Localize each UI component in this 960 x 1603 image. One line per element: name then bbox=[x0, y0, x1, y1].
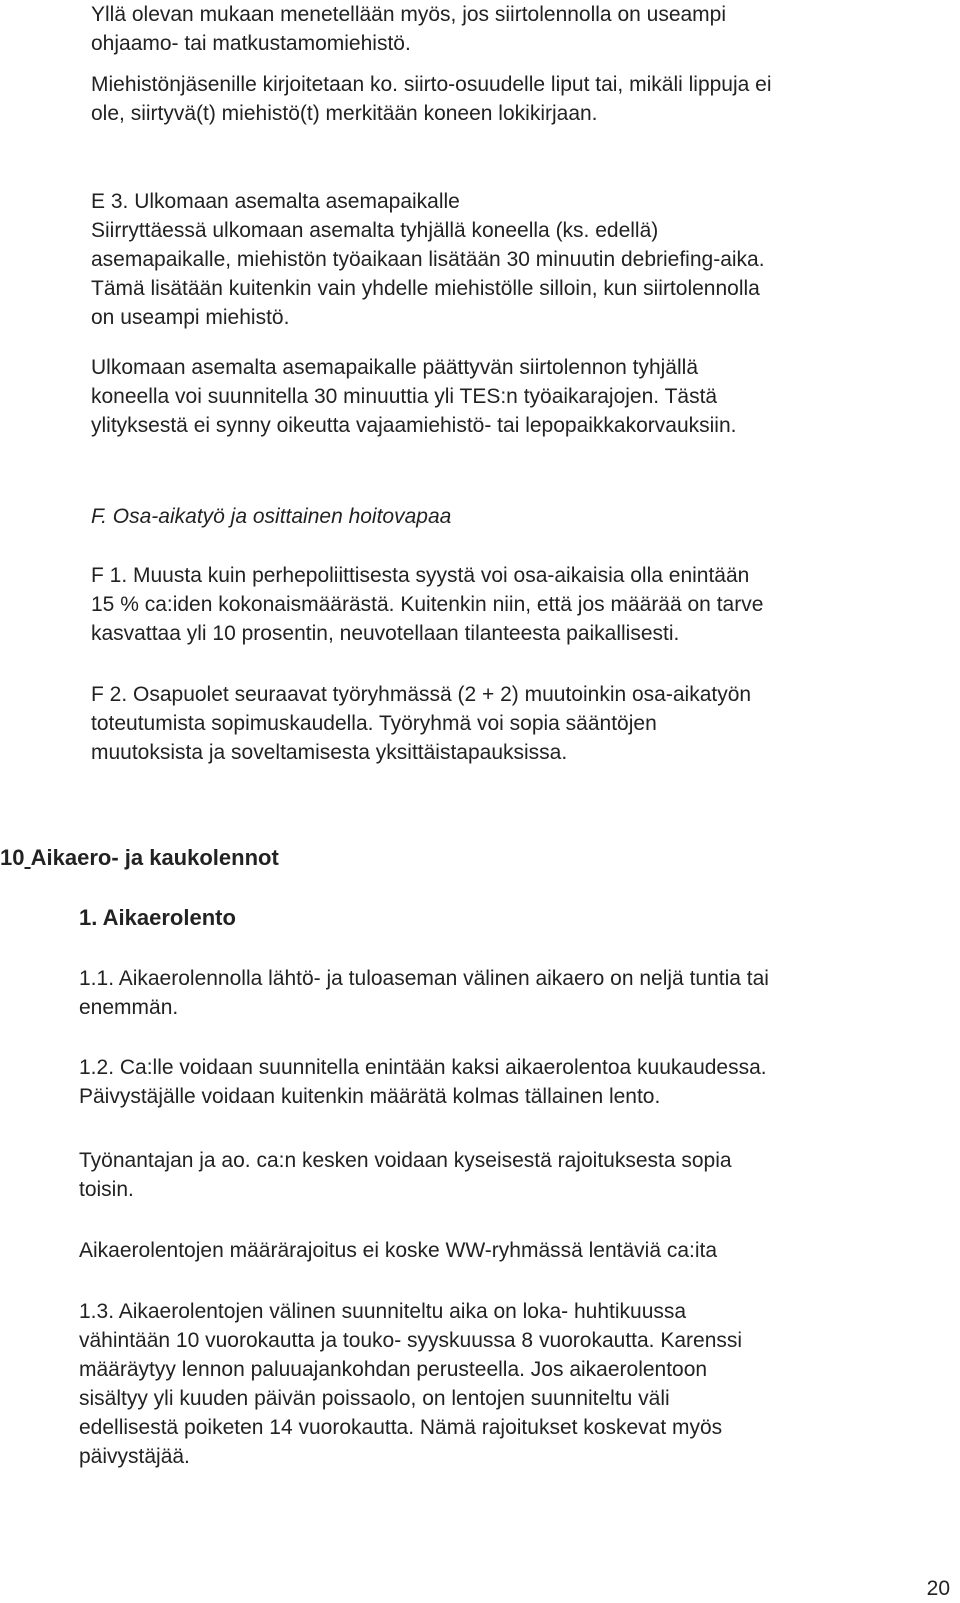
text-line: toisin. bbox=[79, 1178, 134, 1201]
paragraph-f1 bbox=[91, 561, 763, 648]
text-line: F 2. Osapuolet seuraavat työryhmässä (2 + 2) muutoinkin osa-aikatyön bbox=[91, 683, 752, 706]
text-line: muutoksista ja soveltamisesta yksittäistapauksissa. bbox=[91, 741, 568, 764]
text-line: Päivystäjälle voidaan kuitenkin määrätä kolmas tällainen lento. bbox=[79, 1085, 661, 1108]
text-line: ylityksestä ei synny oikeutta vajaamiehistö- tai lepopaikkakorvauksiin. bbox=[91, 414, 737, 437]
text-line: 1.3. Aikaerolentojen välinen suunniteltu aika on loka- huhtikuussa bbox=[79, 1300, 687, 1323]
subheading: 1. Aikaerolento bbox=[79, 905, 236, 930]
text-line: Miehistönjäsenille kirjoitetaan ko. siirto-osuudelle liput tai, mikäli lippuja ei bbox=[91, 73, 772, 96]
text-line: enemmän. bbox=[79, 996, 179, 1019]
paragraph-1-1 bbox=[79, 964, 769, 1022]
paragraph-f2 bbox=[91, 680, 751, 767]
text-line: F 1. Muusta kuin perhepoliittisesta syystä voi osa-aikaisia olla enintään bbox=[91, 564, 750, 587]
text-line: 1.1. Aikaerolennolla lähtö- ja tuloaseman välinen aikaero on neljä tuntia tai bbox=[79, 967, 769, 990]
text-line: Aikaerolentojen määrärajoitus ei koske WW-ryhmässä lentäviä ca:ita bbox=[79, 1239, 718, 1262]
heading-text: Aikaero- ja kaukolennot bbox=[30, 845, 279, 870]
section-heading: F. Osa-aikatyö ja osittainen hoitovapaa bbox=[91, 505, 452, 528]
text-line: vähintään 10 vuorokautta ja touko- syyskuussa 8 vuorokautta. Karenssi bbox=[79, 1329, 743, 1352]
paragraph-e3-b bbox=[91, 353, 736, 440]
text-line: ole, siirtyvä(t) miehistö(t) merkitään koneen lokikirjaan. bbox=[91, 102, 598, 125]
text-line: Työnantajan ja ao. ca:n kesken voidaan kyseisestä rajoituksesta sopia bbox=[79, 1149, 732, 1172]
page-number: 20 bbox=[926, 1577, 950, 1600]
paragraph-1-3 bbox=[79, 1297, 742, 1471]
text-line: Yllä olevan mukaan menetellään myös, jos siirtolennolla on useampi bbox=[91, 3, 727, 26]
text-line: määräytyy lennon paluuajankohdan perusteella. Jos aikaerolentoon bbox=[79, 1358, 708, 1381]
text-line: edellisestä poiketen 14 vuorokautta. Nämä rajoitukset koskevat myös bbox=[79, 1416, 723, 1439]
text-line: asemapaikalle, miehistön työaikaan lisätään 30 minuutin debriefing-aika. bbox=[91, 248, 765, 271]
text-line: 1.2. Ca:lle voidaan suunnitella enintään kaksi aikaerolentoa kuukaudessa. bbox=[79, 1056, 767, 1079]
section-f-title bbox=[91, 502, 451, 531]
text-line: Ulkomaan asemalta asemapaikalle päättyvän siirtolennon tyhjällä bbox=[91, 356, 699, 379]
heading-subsection-1 bbox=[79, 903, 236, 932]
heading-section-10 bbox=[0, 843, 279, 872]
paragraph-ww bbox=[79, 1236, 717, 1265]
text-line: Siirryttäessä ulkomaan asemalta tyhjällä koneella (ks. edellä) bbox=[91, 219, 659, 242]
text-line: on useampi miehistö. bbox=[91, 306, 290, 329]
text-line: toteutumista sopimuskaudella. Työryhmä voi sopia sääntöjen bbox=[91, 712, 657, 735]
heading-number: 10 bbox=[0, 845, 25, 870]
paragraph-1-2 bbox=[79, 1053, 767, 1111]
text-line: koneella voi suunnitella 30 minuuttia yli TES:n työaikarajojen. Tästä bbox=[91, 385, 718, 408]
text-line: päivystäjää. bbox=[79, 1445, 190, 1468]
paragraph-employer bbox=[79, 1146, 732, 1204]
text-line: sisältyy yli kuuden päivän poissaolo, on lentojen suunniteltu väli bbox=[79, 1387, 670, 1410]
paragraph-intro-1 bbox=[91, 0, 726, 58]
text-line: ohjaamo- tai matkustamomiehistö. bbox=[91, 32, 411, 55]
text-line: Tämä lisätään kuitenkin vain yhdelle miehistölle silloin, kun siirtolennolla bbox=[91, 277, 760, 300]
text-line: kasvattaa yli 10 prosentin, neuvotellaan tilanteesta paikallisesti. bbox=[91, 622, 680, 645]
text-line: 15 % ca:iden kokonaismäärästä. Kuitenkin niin, että jos määrää on tarve bbox=[91, 593, 764, 616]
text-line: E 3. Ulkomaan asemalta asemapaikalle bbox=[91, 190, 460, 213]
paragraph-intro-2 bbox=[91, 70, 772, 128]
paragraph-e3 bbox=[91, 187, 765, 332]
